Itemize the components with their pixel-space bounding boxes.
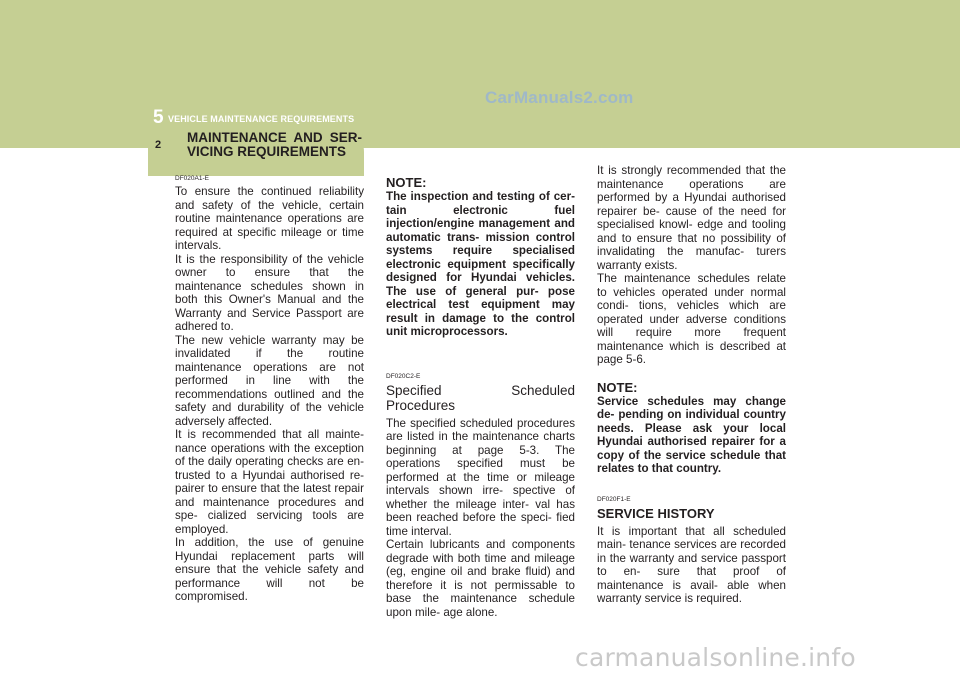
- paragraph: The maintenance schedules relate to vehicles operated under normal condi- tions, vehicles which are operated under adverse conditions will require more frequent maintenance which is described at page 5-6.: [597, 272, 786, 366]
- history-heading: SERVICE HISTORY: [597, 505, 715, 521]
- paragraph: To ensure the continued reliability and safety of the vehicle, certain routine maintenance operations are required at specific mileage or time intervals.: [175, 185, 364, 252]
- scheduled-code: DF020C2-E: [386, 372, 421, 380]
- note-title: NOTE:: [386, 175, 427, 190]
- paragraph: In addition, the use of genuine Hyundai replacement parts will ensure that the vehicle safety and performance will not be compromised.: [175, 536, 364, 603]
- column-2: [386, 175, 575, 619]
- column-3: [597, 164, 786, 606]
- section-code: DF020A1-E: [175, 175, 209, 182]
- paragraph: Certain lubricants and components degrade with both time and mileage (eg, engine oil and brake fluid) and therefore it is not permissable to base the maintenance schedule upon mile- age alone.: [386, 538, 575, 619]
- scheduled-heading: Specified Scheduled Procedures: [386, 382, 575, 413]
- paragraph: It is recommended that all mainte- nance operations with the exception of the daily operating checks are en- trusted to a Hyundai authorised re- pairer to ensure that the latest repair and maintenance procedures and spe- cialized servicing tools are employed.: [175, 428, 364, 536]
- watermark-link-top[interactable]: CarManuals2.com: [485, 88, 634, 107]
- paragraph: The specified scheduled procedures are listed in the maintenance charts beginning at page 5-3. The operations specified must be performed at the time or mileage intervals shown irre- spective of whether the mileage inter- val has been reached before the speci- fied time interval.: [386, 416, 575, 538]
- note-body: The inspection and testing of cer- tain electronic fuel injection/engine management and automatic trans- mission control systems require specialised electronic equipment specifically designed for Hyundai vehicles. The use of general pur- pose electrical test equipment may result in damage to the control unit microprocessors.: [386, 190, 575, 338]
- watermark-link-bottom[interactable]: carmanualsonline.info: [575, 643, 856, 672]
- note-title: NOTE:: [597, 379, 638, 395]
- paragraph: It is the responsibility of the vehicle owner to ensure that the maintenance schedules shown in both this Owner's Manual and the Warranty and Service Passport are adhered to.: [175, 252, 364, 333]
- chapter-title: VEHICLE MAINTENANCE REQUIREMENTS: [168, 114, 355, 124]
- history-code: DF020F1-E: [597, 495, 631, 503]
- page-number: 2: [155, 139, 162, 151]
- chapter-number: 5: [153, 107, 164, 128]
- header-band: [0, 0, 960, 148]
- section-title: MAINTENANCE AND SER- VICING REQUIREMENTS: [187, 130, 362, 159]
- note-body: Service schedules may change de- pending on individual country needs. Please ask your local Hyundai authorised repairer for a copy of the service schedule that relates to that country.: [597, 394, 786, 475]
- paragraph: The new vehicle warranty may be invalidated if the routine maintenance operations are not performed in line with the recommendations outlined and the safety and durability of the vehicle adversely affected.: [175, 333, 364, 428]
- column-1: [175, 175, 364, 604]
- paragraph: It is strongly recommended that the maintenance operations are performed by a Hyundai authorised repairer be- cause of the need for specialised knowl- edge and tooling and to ensure that no possibility of invalidating the manufac- turers warranty exists.: [597, 164, 786, 272]
- paragraph: It is important that all scheduled main- tenance services are recorded in the warranty and service passport to en- sure that proof of maintenance is avail- able when warranty service is required.: [597, 524, 786, 605]
